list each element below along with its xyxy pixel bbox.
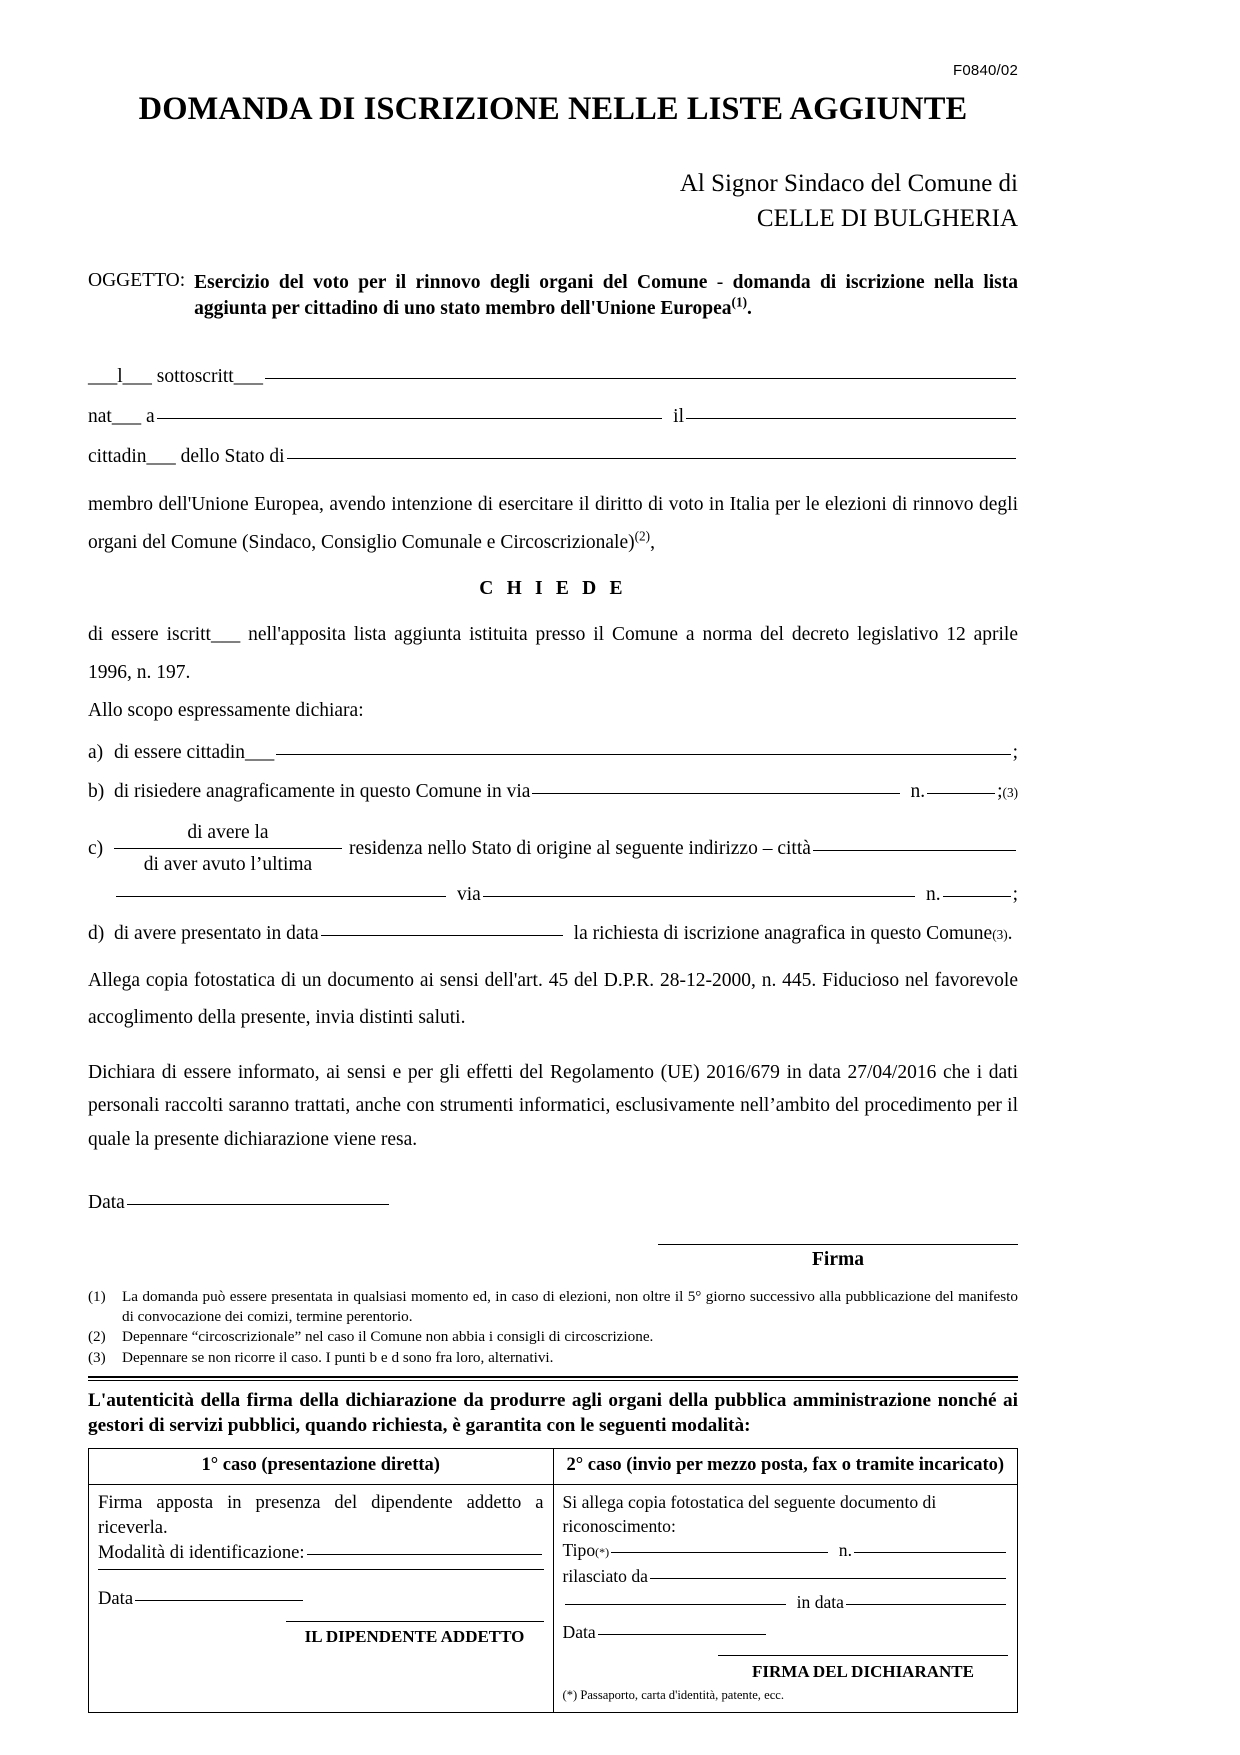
case-2-indata-input-line[interactable] [846,1604,1006,1605]
case-1-line-1: Firma apposta in presenza del dipendente addetto a riceverla. [98,1492,544,1539]
footnote-2-text: Depennare “circoscrizionale” nel caso il Comune non abbia i consigli di circoscrizione. [122,1328,654,1346]
nato-il-label: il [673,406,684,427]
item-c-n-label: n. [925,883,941,905]
item-a-tail: ; [1012,742,1018,764]
data-row [88,1192,1018,1214]
item-c-civico-input-line[interactable] [943,896,1011,897]
firma-label: Firma [812,1249,864,1271]
case-1-identificazione-input-line-2[interactable] [98,1569,544,1570]
item-a-input-line[interactable] [276,754,1010,755]
paragraph-allo-scopo: Allo scopo espressamente dichiara: [88,700,364,722]
case-1-cell [89,1485,554,1713]
item-b-marker: b) [88,781,105,803]
nato-data-input-line[interactable] [686,418,1016,419]
case-1-data-label: Data [98,1587,134,1609]
item-c-indirizzo-input-line[interactable] [116,896,446,897]
firma-input-line[interactable] [658,1244,1018,1245]
item-c-option-bottom: di aver avuto l’ultima [143,854,313,876]
addressee-block [88,166,1018,237]
item-b-via-input-line[interactable] [532,793,899,794]
case-1-identificazione-row [98,1541,544,1566]
oggetto-period: . [747,297,752,319]
case-1-data-input-line[interactable] [135,1600,303,1601]
item-c-option-top: di avere la [187,822,269,844]
item-d-tail: . [1007,922,1013,944]
case-2-data-row [563,1621,1009,1645]
field-row-sottoscritto [88,366,1018,388]
item-b-label: di risiedere anagraficamente in questo Comune in via [114,781,531,803]
oggetto-label: OGGETTO: [88,269,186,291]
footnotes-section [88,1287,1018,1367]
footnote-2-marker: (2) [88,1328,106,1346]
item-c-option-stack[interactable] [114,820,342,878]
nato-luogo-input-line[interactable] [157,418,663,419]
chiede-heading: C H I E D E [479,578,627,600]
case-2-n-label: n. [838,1540,852,1561]
footnote-2 [88,1327,1018,1346]
field-row-nato [88,406,1018,428]
case-2-data-input-line[interactable] [598,1634,766,1635]
cittadino-stato-input-line[interactable] [287,458,1016,459]
item-d-data-input-line[interactable] [321,935,563,936]
cases-table-header-row [89,1449,1018,1485]
form-code: F0840/02 [953,62,1018,79]
item-d-label-a: di avere presentato in data [114,922,319,944]
firma-section [88,1244,1018,1271]
case-2-cell [553,1485,1018,1713]
paragraph-iscritto: di essere iscritt___ nell'apposita lista aggiunta istituita presso il Comune a norma del decreto legislativo 12 aprile 1996, n. 197. [88,624,1018,684]
item-c-line2 [88,884,1018,906]
paragraph-membro [88,486,1018,562]
oggetto-dash: - [707,271,733,293]
sottoscritto-label: ___l___ sottoscritt___ [88,366,263,387]
case-2-rilasciato-row [563,1565,1009,1589]
authenticity-text: L'autenticità della firma della dichiarazione da produrre agli organi della pubblica amministrazione nonché ai gestori di servizi pubblici, quando richiesta, è garantita con le seguenti modalità: [88,1390,1018,1437]
case-1-identificazione-label: Modalità di identificazione: [98,1541,305,1563]
case-2-line-1: Si allega copia fotostatica del seguente documento di riconoscimento: [562,1492,937,1537]
case-2-tipo-label: Tipo [562,1540,596,1561]
item-b-civico-input-line[interactable] [927,793,995,794]
case-1-identificazione-input-line[interactable] [307,1554,542,1555]
case-2-data-label: Data [562,1622,596,1643]
case-2-signature-label: FIRMA DEL DICHIARANTE [752,1661,974,1681]
cases-table [88,1448,1018,1713]
item-b: b) di risiedere anagraficamente in questo Comune in via n. ; (3) [88,781,1018,803]
case-2-note: (*) Passaporto, carta d'identità, patente, ecc. [562,1688,785,1703]
item-d-marker: d) [88,922,105,944]
case-1-header: 1° caso (presentazione diretta) [89,1449,554,1485]
oggetto-text [194,270,1018,322]
item-a-label: di essere cittadin___ [114,742,275,764]
paragraph-allega: Allega copia fotostatica di un documento ai sensi dell'art. 45 del D.P.R. 28-12-2000, n. 445. Fiducioso nel favorevole accoglimento della presente, invia distinti saluti. [88,969,1018,1028]
paragraph-membro-end: , [650,532,655,554]
case-2-signature-block [718,1655,1008,1683]
case-2-n-input-line[interactable] [854,1552,1006,1553]
item-c-via-label: via [457,883,481,905]
item-a [88,742,1018,764]
footnote-3-text: Depennare se non ricorre il caso. I punti b e d sono fra loro, alternativi. [122,1348,554,1366]
item-c-citta-input-line[interactable] [813,850,1016,851]
oggetto-section [88,270,1018,322]
data-input-line[interactable] [127,1204,389,1205]
page-content [88,0,1018,1713]
case-1-signature-block [286,1621,544,1649]
nato-label: nat___ a [88,406,155,427]
case-1-data-row [98,1587,544,1612]
data-label: Data [88,1192,125,1214]
footnote-3 [88,1348,1018,1367]
case-2-indata-label: in data [796,1592,844,1613]
paragraph-membro-ref: (2) [634,528,651,544]
page-title: DOMANDA DI ISCRIZIONE NELLE LISTE AGGIUNTE [138,91,968,127]
footnote-1-text: La domanda può essere presentata in qualsiasi momento ed, in caso di elezioni, non oltre il 5° giorno successivo alla pubblicazione del manifesto di convocazione dei comizi, termine perentorio. [122,1288,1018,1325]
addressee-line-2: CELLE DI BULGHERIA [756,205,1018,233]
case-2-indata-row [563,1591,1009,1615]
footnote-1 [88,1287,1018,1326]
case-2-tipo-row: Tipo (*) n. [563,1539,1009,1563]
case-1-signature-label: IL DIPENDENTE ADDETTO [304,1627,525,1647]
footnote-1-marker: (1) [88,1288,106,1306]
cittadino-label: cittadin___ dello Stato di [88,446,285,467]
paragraph-membro-text: membro dell'Unione Europea, avendo intenzione di esercitare il diritto di voto in Italia per le elezioni di rinnovo degli organi del Comune (Sindaco, Consiglio Comunale e Circoscrizionale) [88,494,1018,554]
case-2-header: 2° caso (invio per mezzo posta, fax o tramite incaricato) [553,1449,1018,1485]
item-a-marker: a) [88,742,104,764]
item-c-via-input-line[interactable] [483,896,915,897]
case-2-indata-prefix-line[interactable] [565,1604,786,1605]
cases-table-body-row [89,1485,1018,1713]
item-c-option-divider [114,848,342,849]
footnote-3-marker: (3) [88,1348,106,1366]
item-c-label: residenza nello Stato di origine al seguente indirizzo – città [349,837,811,859]
sottoscritto-input-line[interactable] [265,378,1016,379]
case-2-signature-input-line[interactable] [718,1655,1008,1656]
section-divider [88,1376,1018,1381]
item-c [88,820,1018,878]
item-d-label-b: la richiesta di iscrizione anagrafica in questo Comune [573,922,993,944]
oggetto-text-a: Esercizio del voto per il rinnovo degli organi del Comune [194,271,708,293]
field-row-cittadino [88,446,1018,468]
addressee-line-1: Al Signor Sindaco del Comune di [679,169,1018,197]
oggetto-text-b: domanda di iscrizione nella lista aggiunta per cittadino di uno stato membro dell'Unione Europea [194,271,1018,319]
item-b-n-label: n. [910,781,926,803]
paragraph-privacy: Dichiara di essere informato, ai sensi e per gli effetti del Regolamento (UE) 2016/679 in data 27/04/2016 che i dati personali raccolti saranno trattati, anche con strumenti informatici, esclusivamente nell’ambito del procedimento per il quale la presente dichiarazione viene resa. [88,1061,1018,1150]
case-2-rilasciato-input-line[interactable] [650,1578,1006,1579]
form-body [88,366,1018,1271]
item-d: d) di avere presentato in data la richiesta di iscrizione anagrafica in questo Comune (3) . [88,922,1013,944]
case-1-signature-input-line[interactable] [286,1621,544,1622]
case-2-tipo-input-line[interactable] [611,1552,828,1553]
oggetto-note-ref: (1) [731,294,747,310]
item-c-marker: c) [88,837,104,859]
case-2-rilasciato-label: rilasciato da [562,1566,648,1587]
item-c-tail: ; [1012,883,1018,905]
item-b-tail: ; [997,781,1003,803]
